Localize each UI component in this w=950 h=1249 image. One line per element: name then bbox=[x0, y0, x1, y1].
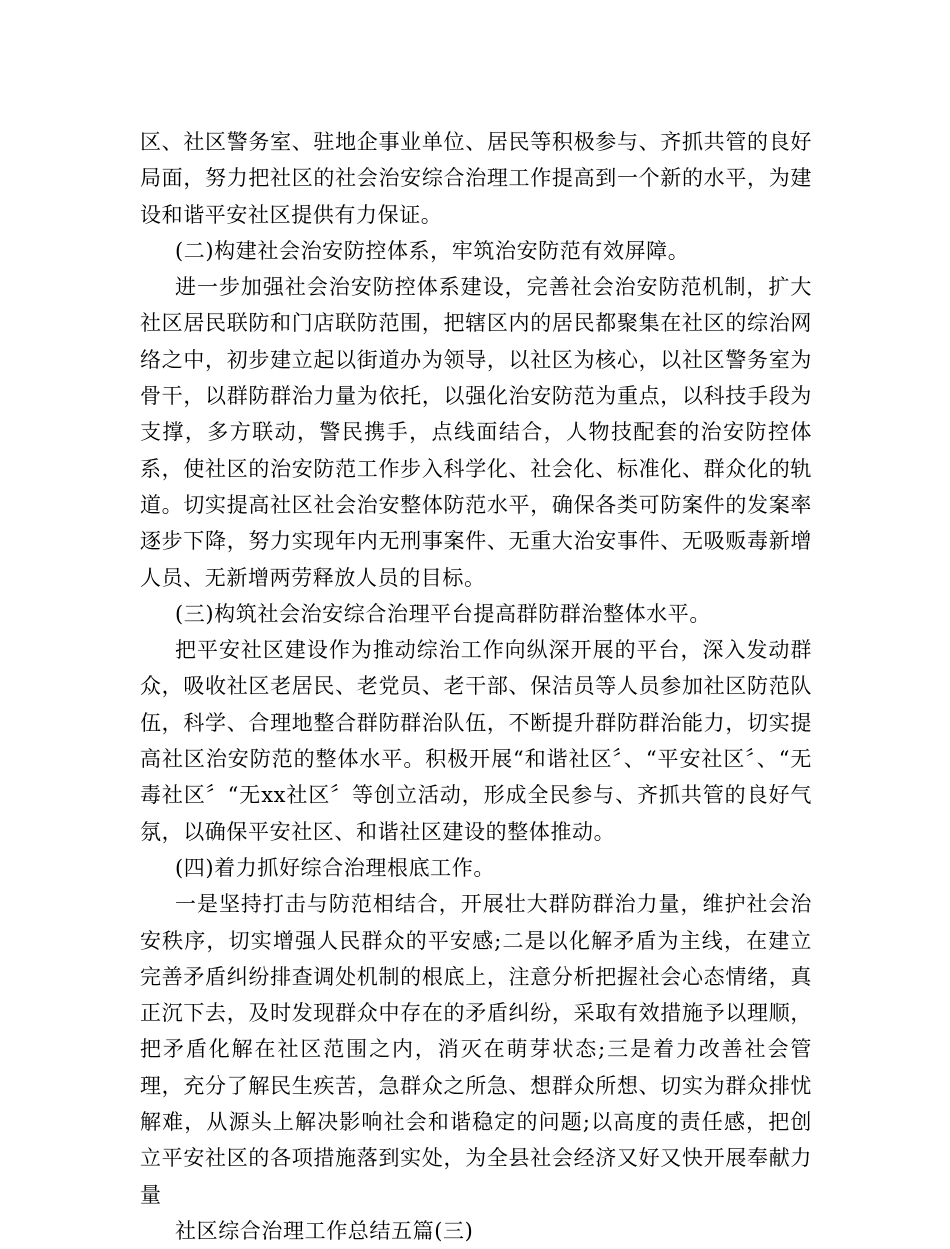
next-section-title: 社区综合治理工作总结五篇(三) bbox=[175, 1218, 474, 1243]
paragraph-mass-prevention: 把平安社区建设作为推动综治工作向纵深开展的平台，深入发动群众，吸收社区老居民、老党员、老干部、保洁员等人员参加社区防范队伍，科学、合理地整合群防群治队伍，不断提升群防群治能力，切实提高社区治安防范的整体水平。积极开展“和谐社区〞、“平安社区〞、“无毒社区〞“无xx社区〞等创立活动，形成全民参与、齐抓共管的良好气氛，以确保平安社区、和谐社区建设的整体推动。 bbox=[140, 638, 812, 844]
paragraph-prevention-system: 进一步加强社会治安防控体系建设，完善社会治安防范机制，扩大社区居民联防和门店联防范围，把辖区内的居民都聚集在社区的综治网络之中，初步建立起以街道办为领导，以社区为核心，以社区警务室为骨干，以群防群治力量为依托，以强化治安防范为重点，以科技手段为支撑，多方联动，警民携手，点线面结合，人物技配套的治安防控体系，使社区的治安防范工作步入科学化、社会化、标准化、群众化的轨道。切实提高社区社会治安整体防范水平，确保各类可防案件的发案率逐步下降，努力实现年内无刑事案件、无重大治安事件、无吸贩毒新增人员、无新增两劳释放人员的目标。 bbox=[140, 275, 812, 590]
section-heading-2: (二)构建社会治安防控体系，牢筑治安防范有效屏障。 bbox=[175, 238, 690, 263]
paragraph-continuation: 区、社区警务室、驻地企事业单位、居民等积极参与、齐抓共管的良好局面，努力把社区的社会治安综合治理工作提高到一个新的水平，为建设和谐平安社区提供有力保证。 bbox=[140, 130, 812, 227]
section-heading-4: (四)着力抓好综合治理根底工作。 bbox=[175, 855, 495, 880]
section-heading-3: (三)构筑社会治安综合治理平台提高群防群治整体水平。 bbox=[175, 601, 711, 626]
paragraph-groundwork: 一是坚持打击与防范相结合，开展壮大群防群治力量，维护社会治安秩序，切实增强人民群众的平安感;二是以化解矛盾为主线，在建立完善矛盾纠纷排查调处机制的根底上，注意分析把握社会心态情绪，真正沉下去，及时发现群众中存在的矛盾纠纷，采取有效措施予以理顺，把矛盾化解在社区范围之内，消灭在萌芽状态;三是着力改善社会管理，充分了解民生疾苦，急群众之所急、想群众所想、切实为群众排忧解难，从源头上解决影响社会和谐稳定的问题;以高度的责任感，把创立平安社区的各项措施落到实处，为全县社会经济又好又快开展奉献力量 bbox=[140, 892, 812, 1207]
document-body bbox=[140, 124, 812, 1249]
